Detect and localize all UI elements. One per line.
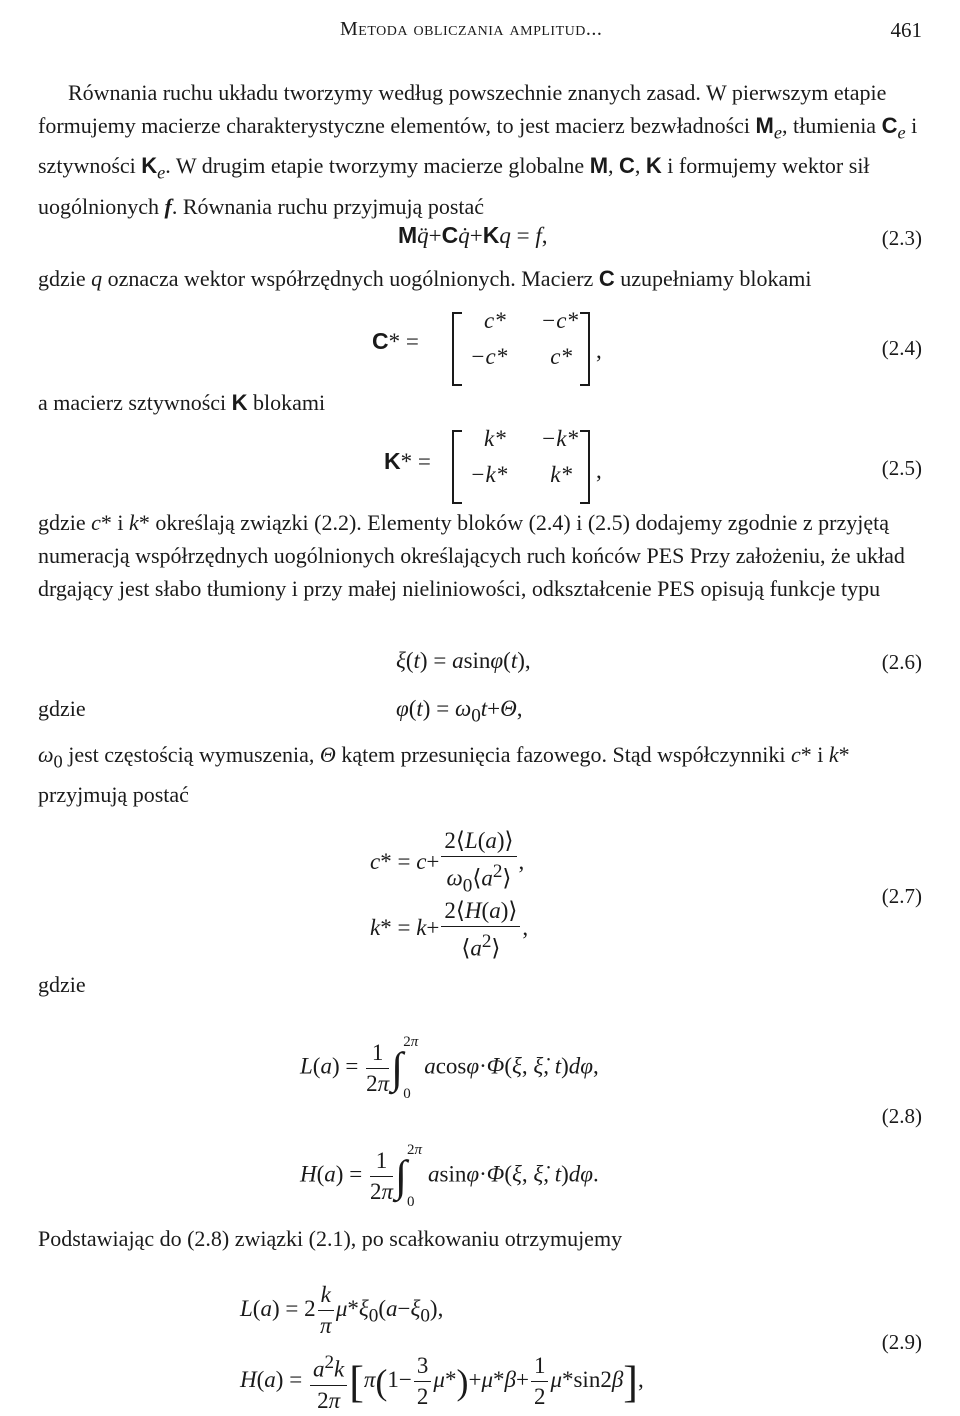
matrix-c-star: c* −c* −c* c*: [470, 308, 578, 369]
equation-2-5-lhs: K* =: [384, 448, 431, 474]
matrix-bracket-left: [452, 312, 462, 386]
paragraph-1: Równania ruchu układu tworzymy według powszechnie znanych zasad. W pierwszym etapie formujemy macierze charakterystyczne elementów, to jest macierz bezwładności $M_e$, tłumienia $C_e$ i sztywności $K_e$. W drugim etapie tworzymy macierze globalne M, C, K i formujemy wektor sił uogólnionych f. Równania ruchu przyjmują postać: [38, 80, 918, 219]
paragraph-6: Podstawiając do (2.8) związki (2.1), po scałkowaniu otrzymujemy: [38, 1226, 623, 1251]
equation-2-6: ξ(t) = asinφ(t),: [396, 648, 531, 673]
paragraph-4: gdzie c* i k* określają związki (2.2). Elementy bloków (2.4) i (2.5) dodajemy zgodnie z przyjętą numeracją współrzędnych uogólnionych określających ruch końców PES Przy założeniu, że układ drgający jest słabo tłumiony i przy małej nieliniowości, odkształcenie PES opisują funkcje typu: [38, 510, 905, 601]
label-gdzie: gdzie: [38, 696, 86, 721]
label-gdzie: gdzie: [38, 972, 86, 997]
equation-number: (2.9): [881, 1330, 922, 1354]
equation-number: (2.4): [881, 336, 922, 360]
page-number: 461: [890, 18, 922, 42]
page-header: [0, 10, 960, 50]
equation-2-8-L: L(a) = $\frac{1}{2\pi}$ ∫2π 0acosφ·Φ(ξ, ξ̇, t)dφ,: [300, 1034, 599, 1102]
equation-2-3: Mq̈+Cq̇+Kq = f,: [398, 222, 548, 248]
equation-2-4-lhs: C* =: [372, 328, 419, 354]
equation-phase: $\varphi(t) = \omega_0t+\Theta$,: [396, 696, 523, 727]
paragraph-3: a macierz sztywności K blokami: [38, 390, 326, 415]
paragraph-2: gdzie q oznacza wektor współrzędnych uogólnionych. Macierz C uzupełniamy blokami: [38, 266, 812, 291]
equation-2-9-L: L(a) = 2 $\frac{k}{\pi}$ $\mu*\xi_0(a-\xi_0)$,: [240, 1282, 444, 1338]
equation-2-7-c: c* = c+ $\frac{2⟨L(a)⟩}{\omega_0⟨a^2⟩}$ ,: [370, 828, 525, 897]
matrix-bracket-right: [580, 430, 590, 504]
equation-2-7-k: k* = k+ $\frac{2⟨H(a)⟩}{⟨a^2⟩}$ ,: [370, 898, 529, 961]
equation-number: (2.3): [881, 226, 922, 250]
matrix-bracket-left: [452, 430, 462, 504]
equation-number: (2.6): [881, 650, 922, 674]
equation-number: (2.5): [881, 456, 922, 480]
matrix-bracket-right: [580, 312, 590, 386]
equation-number: (2.8): [881, 1104, 922, 1128]
equation-2-8-H: H(a) = $\frac{1}{2\pi}$ ∫2π 0asinφ·Φ(ξ, ξ̇, t)dφ.: [300, 1142, 599, 1210]
matrix-k-star: k* −k* −k* k*: [470, 426, 578, 487]
running-title: Metoda obliczania amplitud...: [340, 18, 603, 40]
paragraph-5: $\omega_0$ jest częstością wymuszenia, Θ kątem przesunięcia fazowego. Stąd współczynniki c* i k* przyjmują postać: [38, 742, 850, 808]
equation-number: (2.7): [881, 884, 922, 908]
equation-2-9-H: H(a) = $\frac{a^2k}{2\pi}$ [π(1− $\frac{3}{2}$ μ*)+μ*β+ $\frac{1}{2}$ μ*sin2β],: [240, 1348, 644, 1416]
